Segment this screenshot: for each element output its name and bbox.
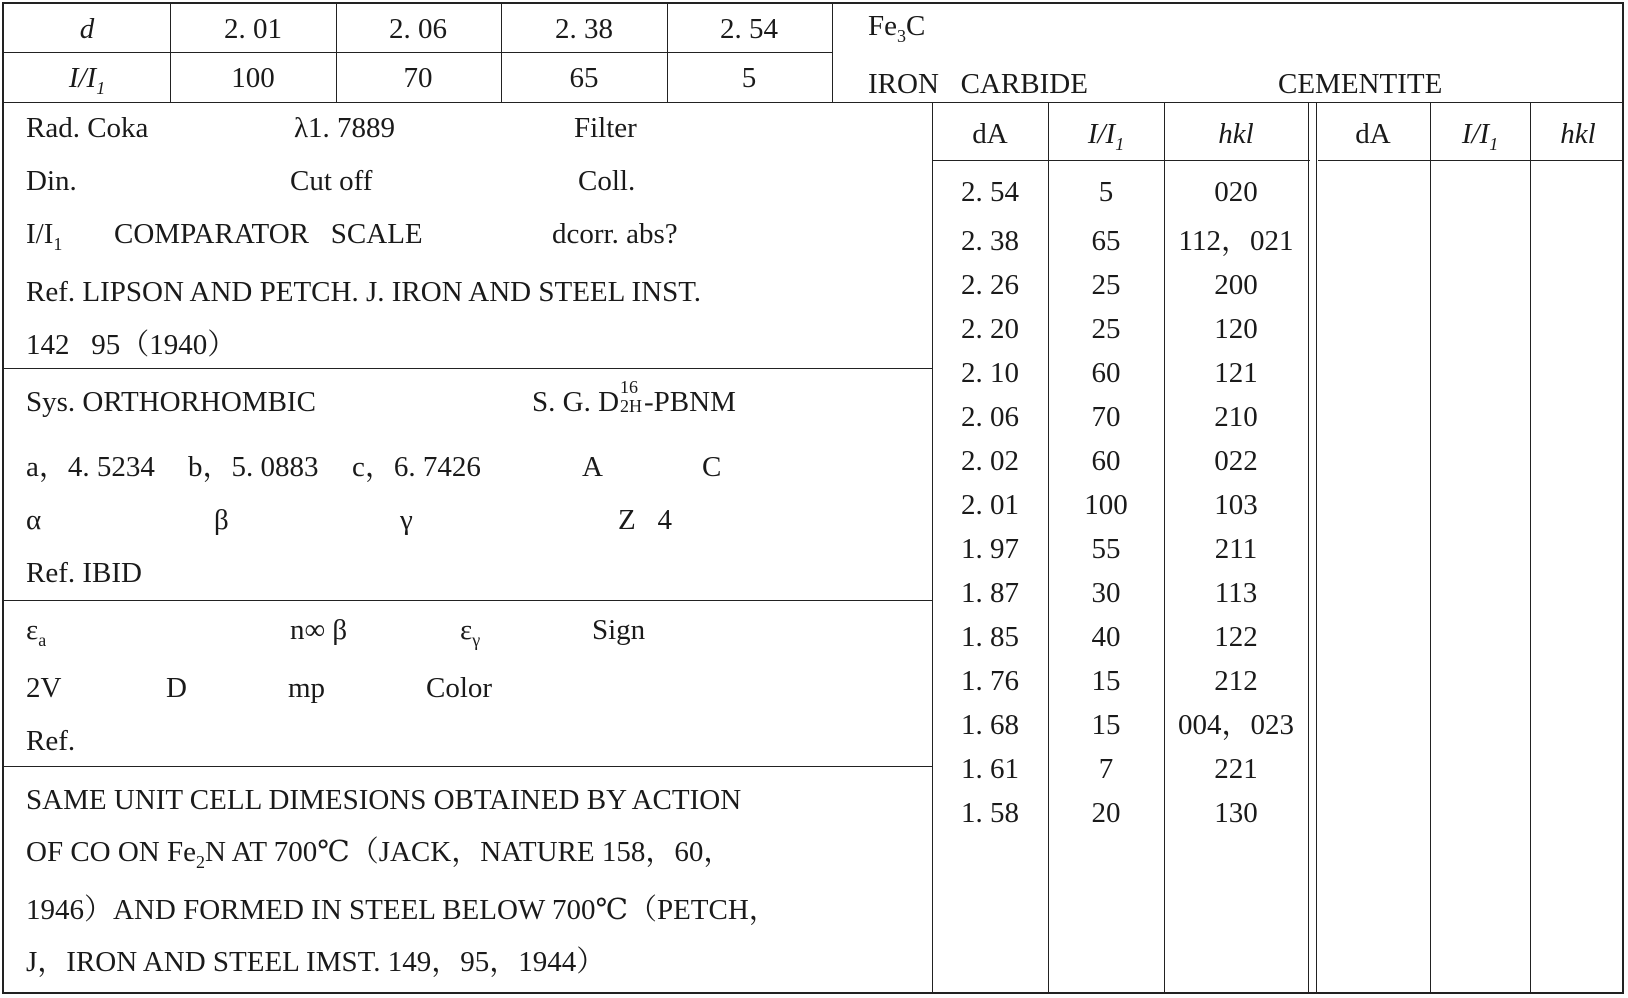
- hkl: 210: [1214, 401, 1258, 433]
- ratio-a: A: [582, 451, 603, 483]
- intensity-method: $I/I_1$: [26, 218, 63, 254]
- hkl: 130: [1214, 797, 1258, 829]
- d-spacing: 1. 76: [961, 665, 1019, 697]
- strongest-i-2: 70: [403, 62, 433, 94]
- reference-3: Ref.: [26, 725, 76, 757]
- density: D: [166, 672, 187, 704]
- hkl: 020: [1214, 176, 1258, 208]
- d-spacing: 2. 10: [961, 357, 1019, 389]
- beta: β: [214, 504, 229, 536]
- hkl: 103: [1214, 489, 1258, 521]
- header-da-2: dA: [1355, 118, 1391, 150]
- lattice-a: a，4. 5234: [26, 451, 155, 483]
- cut-off: Cut off: [290, 165, 373, 197]
- table-row: [4, 665, 1622, 705]
- table-row: [4, 445, 1622, 485]
- hkl: 122: [1214, 621, 1258, 653]
- table-row: [4, 176, 1622, 216]
- table-row: [4, 709, 1622, 749]
- intensity: 100: [1084, 489, 1128, 521]
- intensity: 40: [1091, 621, 1121, 653]
- chemical-name: IRON CARBIDE: [868, 68, 1088, 100]
- hkl: 212: [1214, 665, 1258, 697]
- hkl: 022: [1214, 445, 1258, 477]
- note-line-2: OF CO ON $Fe_2N$ AT 700℃（JACK，NATURE 158，60，: [26, 836, 733, 872]
- table-row: [4, 753, 1622, 793]
- intensity-label: $I/I_1$: [68, 62, 106, 98]
- header-hkl-2: hkl: [1560, 118, 1596, 150]
- radiation: Rad. Coka: [26, 112, 149, 144]
- table-row: [4, 357, 1622, 397]
- strongest-d-3: 2. 38: [555, 13, 613, 45]
- strongest-i-3: 65: [569, 62, 599, 94]
- table-row: [4, 313, 1622, 353]
- space-group: S. G. D 16 2H -PBNM: [532, 377, 736, 418]
- chemical-formula: $Fe_3C$: [868, 10, 926, 46]
- intensity: 15: [1091, 665, 1121, 697]
- intensity: 30: [1091, 577, 1121, 609]
- intensity: 25: [1091, 313, 1121, 345]
- d-spacing: 2. 54: [961, 176, 1019, 208]
- d-spacing: 1. 85: [961, 621, 1019, 653]
- table-row: [4, 533, 1622, 573]
- intensity: 25: [1091, 269, 1121, 301]
- d-spacing: 2. 01: [961, 489, 1019, 521]
- melting-point: mp: [288, 672, 326, 704]
- mineral-name: CEMENTITE: [1278, 68, 1443, 100]
- hkl: 120: [1214, 313, 1258, 345]
- note-line-1: SAME UNIT CELL DIMESIONS OBTAINED BY ACTION: [26, 784, 742, 816]
- header-intensity-2: $I/I_1$: [1461, 118, 1499, 154]
- intensity: 55: [1091, 533, 1121, 565]
- table-row: [4, 621, 1622, 661]
- epsilon-gamma: $\varepsilon_\gamma$: [460, 614, 481, 650]
- wavelength: λ1. 7889: [294, 112, 396, 144]
- intensity: 20: [1091, 797, 1121, 829]
- strongest-i-4: 5: [741, 62, 757, 94]
- intensity: 65: [1091, 225, 1121, 257]
- hkl: 004，023: [1177, 709, 1295, 741]
- d-label: d: [79, 13, 95, 45]
- gamma: γ: [400, 504, 413, 536]
- strongest-d-2: 2. 06: [389, 13, 447, 45]
- reflection-table: [4, 4, 1622, 992]
- hkl: 221: [1214, 753, 1258, 785]
- d-spacing: 1. 87: [961, 577, 1019, 609]
- z-value: Z 4: [618, 504, 672, 536]
- intensity: 15: [1091, 709, 1121, 741]
- table-row: [4, 401, 1622, 441]
- reference-1-cont: 142 95（1940）: [26, 329, 237, 361]
- intensity: 5: [1098, 176, 1114, 208]
- reference-2: Ref. IBID: [26, 557, 142, 589]
- header-da: dA: [972, 118, 1008, 150]
- strongest-d-1: 2. 01: [224, 13, 282, 45]
- intensity: 60: [1091, 357, 1121, 389]
- lattice-b: b，5. 0883: [188, 451, 319, 483]
- intensity: 7: [1098, 753, 1114, 785]
- d-spacing: 2. 06: [961, 401, 1019, 433]
- d-spacing: 2. 20: [961, 313, 1019, 345]
- dcorr-abs: dcorr. abs?: [552, 218, 678, 250]
- hkl: 121: [1214, 357, 1258, 389]
- table-row: [4, 225, 1622, 265]
- intensity: 70: [1091, 401, 1121, 433]
- d-spacing: 1. 58: [961, 797, 1019, 829]
- d-spacing: 1. 68: [961, 709, 1019, 741]
- header-hkl: hkl: [1218, 118, 1254, 150]
- d-spacing: 1. 97: [961, 533, 1019, 565]
- table-row: [4, 489, 1622, 529]
- n-omega-beta: n∞ β: [290, 614, 348, 646]
- strongest-d-4: 2. 54: [720, 13, 778, 45]
- collimator: Coll.: [578, 165, 636, 197]
- powder-diffraction-card: [2, 2, 1624, 994]
- hkl: 112，021: [1178, 225, 1294, 257]
- color: Color: [426, 672, 493, 704]
- d-spacing: 1. 61: [961, 753, 1019, 785]
- alpha: α: [26, 504, 42, 536]
- header-intensity: $I/I_1$: [1087, 118, 1125, 154]
- comparator-scale: COMPARATOR SCALE: [114, 218, 423, 250]
- epsilon-a: $\varepsilon_a$: [26, 614, 47, 650]
- din: Din.: [26, 165, 77, 197]
- filter: Filter: [574, 112, 637, 144]
- lattice-c: c，6. 7426: [352, 451, 481, 483]
- crystal-system: Sys. ORTHORHOMBIC: [26, 386, 316, 418]
- ratio-c: C: [702, 451, 722, 483]
- hkl: 211: [1214, 533, 1258, 565]
- sign: Sign: [592, 614, 646, 646]
- table-row: [4, 797, 1622, 837]
- note-line-4: J，IRON AND STEEL IMST. 149，95，1944）: [26, 946, 606, 978]
- hkl: 200: [1214, 269, 1258, 301]
- intensity: 60: [1091, 445, 1121, 477]
- d-spacing: 2. 02: [961, 445, 1019, 477]
- table-row: [4, 577, 1622, 617]
- table-row: [4, 269, 1622, 309]
- note-line-3: 1946）AND FORMED IN STEEL BELOW 700℃（PETCH，: [26, 894, 778, 926]
- d-spacing: 2. 26: [961, 269, 1019, 301]
- two-v: 2V: [26, 672, 62, 704]
- hkl: 113: [1214, 577, 1258, 609]
- d-spacing: 2. 38: [961, 225, 1019, 257]
- strongest-i-1: 100: [231, 62, 275, 94]
- reference-1: Ref. LIPSON AND PETCH. J. IRON AND STEEL INST.: [26, 276, 702, 308]
